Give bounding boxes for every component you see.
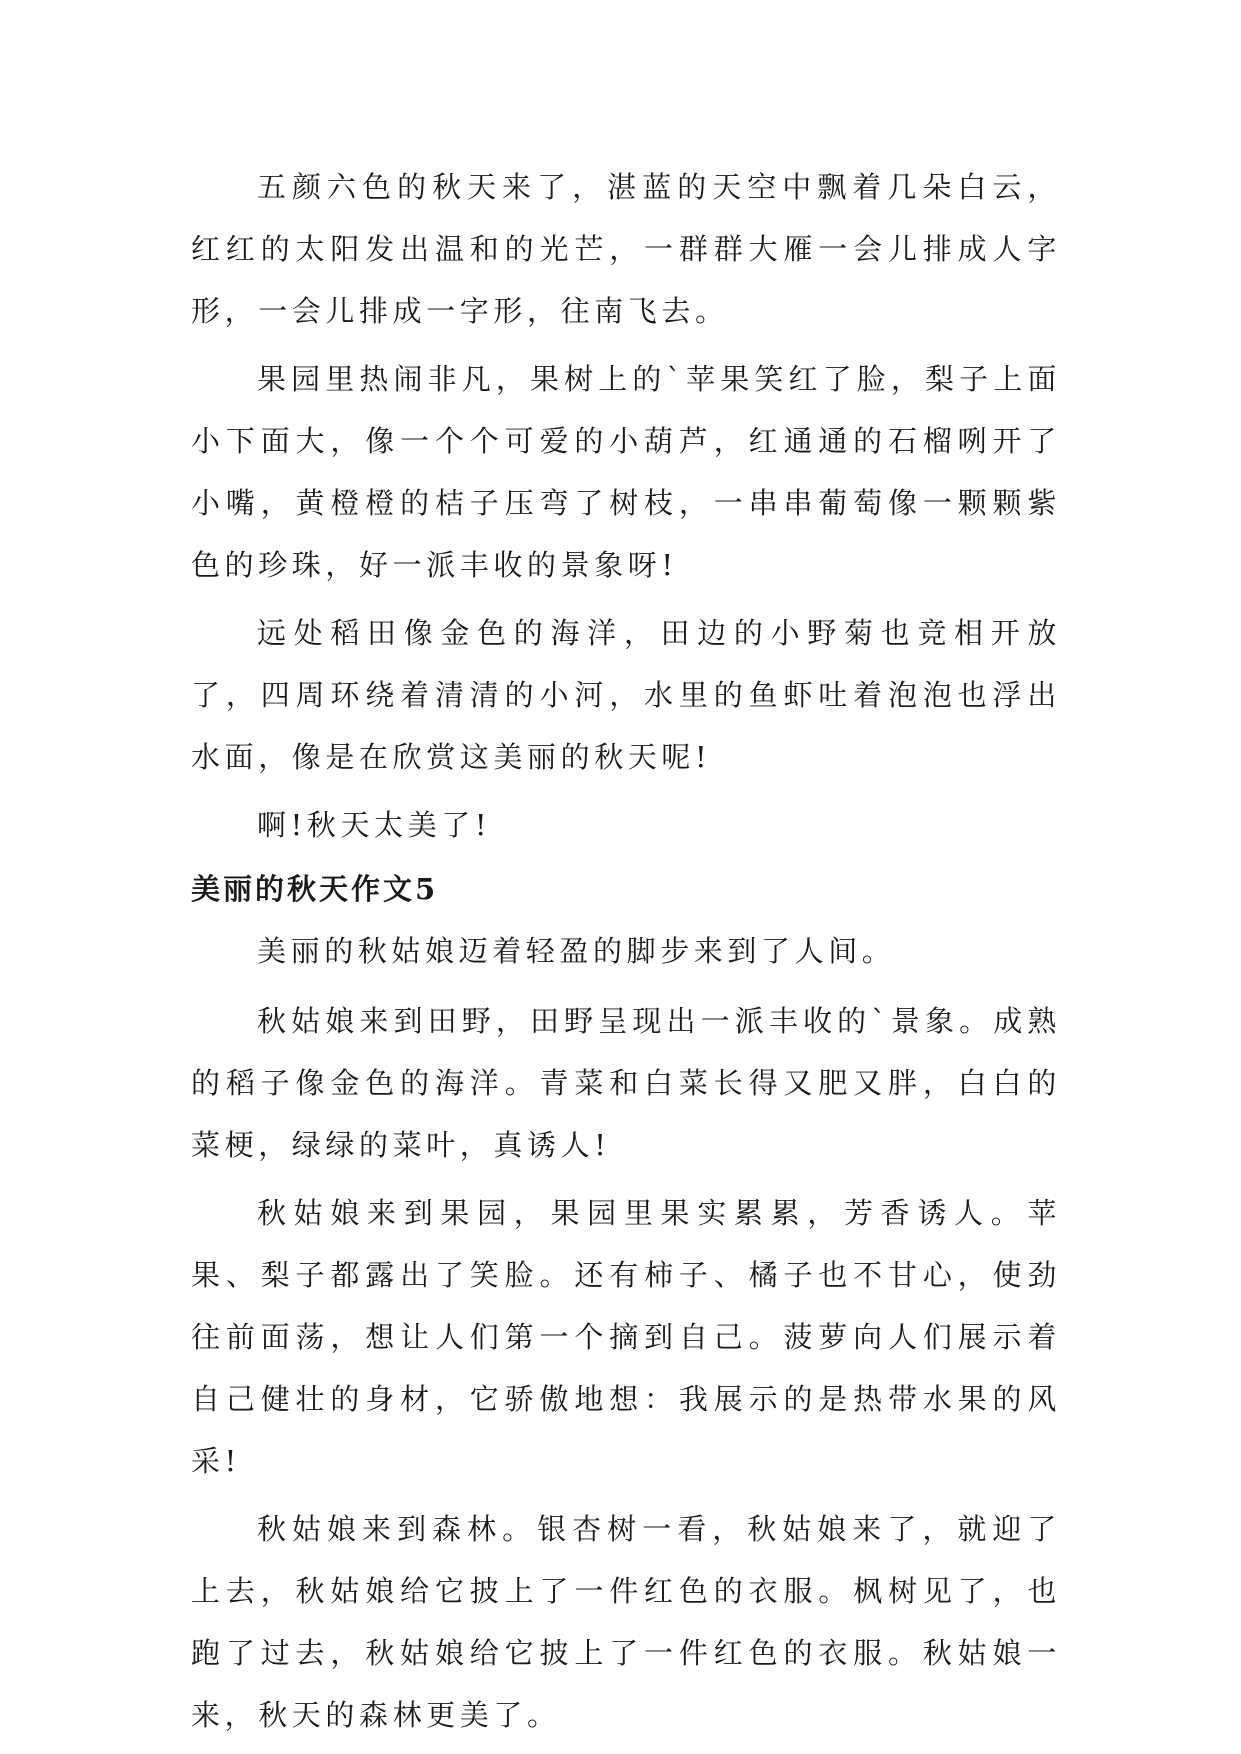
paragraph-rice-field: 远处稻田像金色的海洋，田边的小野菊也竞相开放了，四周环绕着清清的小河，水里的鱼虾吐着泡泡也浮出水面，像是在欣赏这美丽的秋天呢! — [191, 616, 1061, 774]
paragraph-exclamation: 啊!秋天太美了! — [257, 808, 492, 842]
paragraph-field: 秋姑娘来到田野，田野呈现出一派丰收的`景象。成熟的稻子像金色的海洋。青菜和白菜长得又肥又胖，白白的菜梗，绿绿的菜叶，真诱人! — [191, 1004, 1061, 1162]
paragraph-orchard: 果园里热闹非凡，果树上的`苹果笑红了脸，梨子上面小下面大，像一个个可爱的小葫芦，红通通的石榴咧开了小嘴，黄橙橙的桔子压弯了树枝，一串串葡萄像一颗颗紫色的珍珠，好一派丰收的景象呀! — [191, 362, 1061, 582]
paragraph-forest: 秋姑娘来到森林。银杏树一看，秋姑娘来了，就迎了上去，秋姑娘给它披上了一件红色的衣服。枫树见了，也跑了过去，秋姑娘给它披上了一件红色的衣服。秋姑娘一来，秋天的森林更美了。 — [191, 1512, 1061, 1732]
paragraph-autumn-sky: 五颜六色的秋天来了，湛蓝的天空中飘着几朵白云，红红的太阳发出温和的光芒，一群群大雁一会儿排成人字形，一会儿排成一字形，往南飞去。 — [191, 170, 1061, 328]
paragraph-autumn-girl-intro: 美丽的秋姑娘迈着轻盈的脚步来到了人间。 — [257, 934, 896, 968]
document-body — [191, 156, 1061, 1752]
paragraph-orchard-fruits: 秋姑娘来到果园，果园里果实累累，芳香诱人。苹果、梨子都露出了笑脸。还有柿子、橘子也不甘心，使劲往前面荡，想让人们第一个摘到自己。菠萝向人们展示着自己健壮的身材，它骄傲地想：我展示的是热带水果的风采! — [191, 1196, 1061, 1478]
section-heading: 美丽的秋天作文5 — [191, 872, 439, 906]
